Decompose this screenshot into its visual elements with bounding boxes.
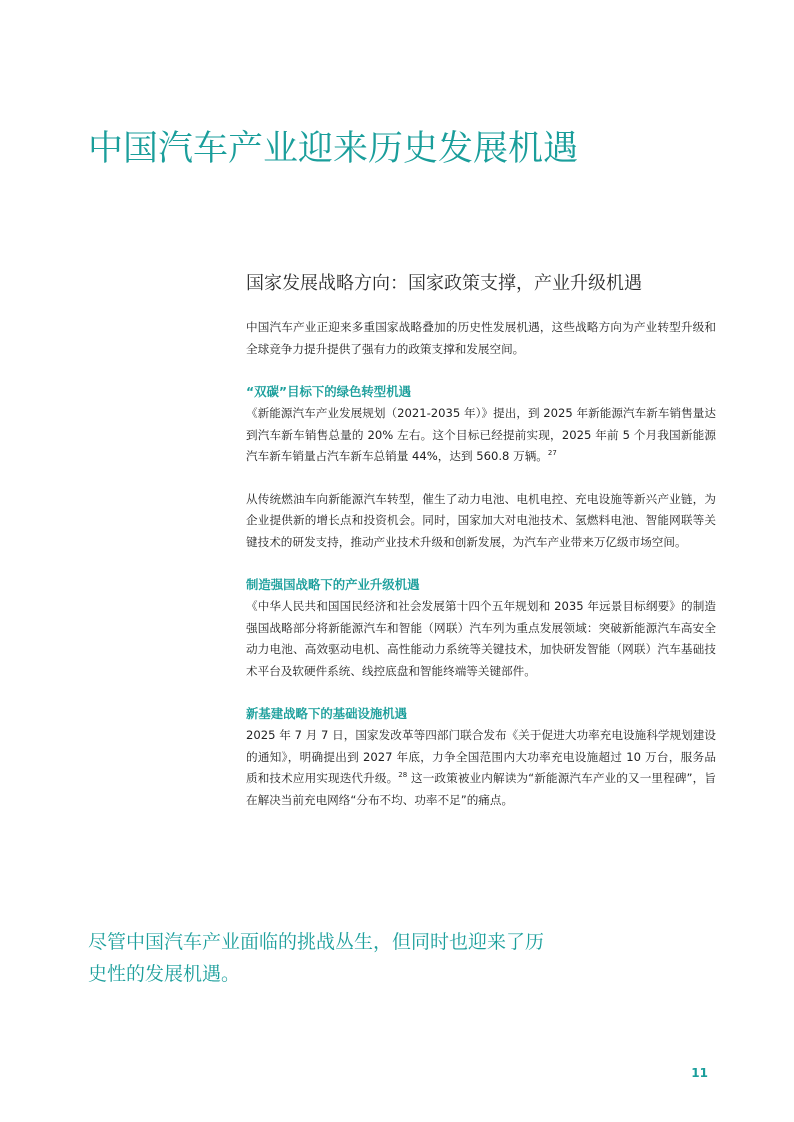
subsection-title-manufacturing: 制造强国战略下的产业升级机遇 [246,577,420,593]
infrastructure-paragraph-text-a: 2025 年 7 月 7 日，国家发改革等四部门联合发布《关于促进大功率充电设施科学规划建设的通知》，明确提出到 2027 年底，力争全国范围内大功率充电设施超过 10 万台，服务品质和技术应用实现迭代升级。 [246,728,716,786]
footnote-ref-27: 27 [547,449,557,458]
infrastructure-paragraph-text-b: 这一政策被业内解读为“新能源汽车产业的又一里程碑”，旨在解决当前充电网络“分布不均、功率不足”的痛点。 [246,771,716,807]
intro-paragraph: 中国汽车产业正迎来多重国家战略叠加的历史性发展机遇，这些战略方向为产业转型升级和全球竞争力提升提供了强有力的政策支撑和发展空间。 [246,320,716,356]
footnote-ref-28: 28 [398,771,408,780]
page-title: 中国汽车产业迎来历史发展机遇 [88,129,579,169]
page-number: 11 [691,1066,708,1080]
pull-quote: 尽管中国汽车产业面临的挑战丛生，但同时也迎来了历史性的发展机遇。 [88,931,545,985]
main-content [246,272,716,811]
dual-carbon-paragraph-2: 从传统燃油车向新能源汽车转型，催生了动力电池、电机电控、充电设施等新兴产业链，为企业提供新的增长点和投资机会。同时，国家加大对电池技术、氢燃料电池、智能网联等关键技术的研发支持，推动产业技术升级和创新发展，为汽车产业带来万亿级市场空间。 [246,491,716,549]
infrastructure-paragraph [246,725,716,811]
manufacturing-paragraph: 《中华人民共和国国民经济和社会发展第十四个五年规划和 2035 年远景目标纲要》的制造强国战略部分将新能源汽车和智能（网联）汽车列为重点发展领域：突破新能源汽车高安全动力电池、高效驱动电机、高性能动力系统等关键技术，加快研发智能（网联）汽车基础技术平台及软硬件系统、线控底盘和智能终端等关键部件。 [246,599,716,678]
section-heading: 国家发展战略方向：国家政策支撑，产业升级机遇 [246,273,642,294]
subsection-title-dual-carbon: “双碳”目标下的绿色转型机遇 [246,384,411,400]
dual-carbon-paragraph-1-text: 《新能源汽车产业发展规划（2021-2035 年）》提出，到 2025 年新能源汽车新车销售量达到汽车新车销售总量的 20% 左右。这个目标已经提前实现，2025 年前 5 个月我国新能源汽车新车销量占汽车新车总销量 44%，达到 560.8 万辆。 [246,406,716,464]
subsection-title-infrastructure: 新基建战略下的基础设施机遇 [246,706,408,722]
dual-carbon-paragraph-1 [246,403,716,468]
